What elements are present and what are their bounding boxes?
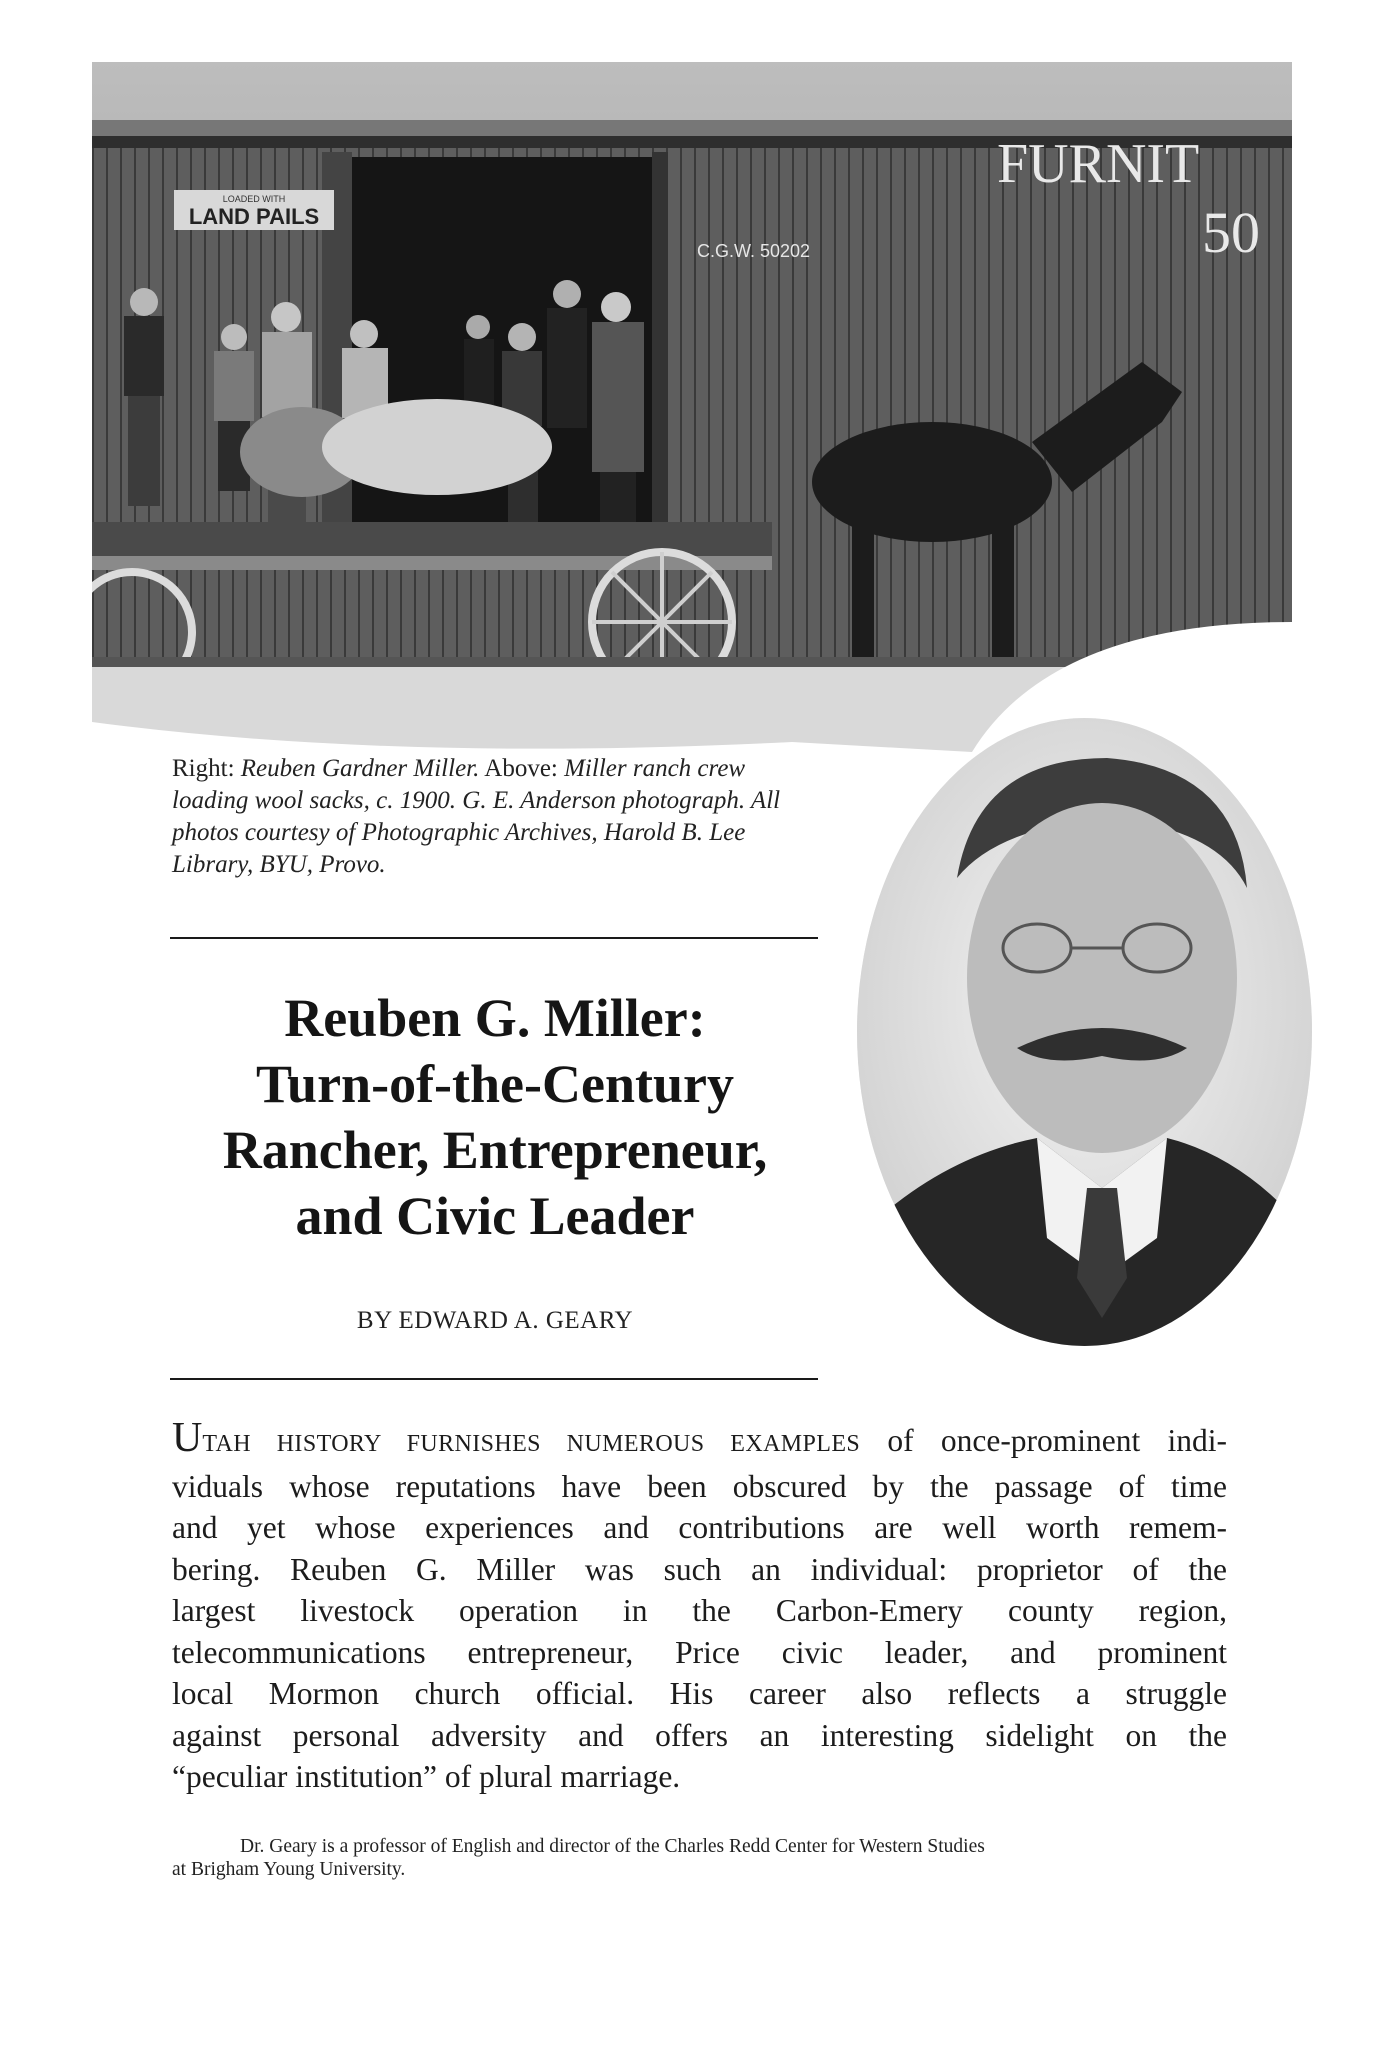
title-bottom-rule	[170, 1378, 818, 1380]
boxcar-photo-drawing	[92, 62, 1292, 752]
car-number-big: 50	[1202, 200, 1260, 265]
reuben-miller-portrait	[857, 718, 1312, 1346]
title-line-1: Reuben G. Miller:	[284, 988, 706, 1048]
small-caps-lead: TAH HISTORY FURNISHES NUMEROUS EXAMPLES	[202, 1431, 861, 1457]
author-byline: BY EDWARD A. GEARY	[356, 1307, 634, 1334]
wool-loading-photo	[92, 62, 1292, 752]
title-line-4: and Civic Leader	[295, 1186, 695, 1246]
body-line-3: and yet whose experiences and contributions are well worth remem-	[172, 1510, 1227, 1545]
body-line-2: viduals whose reputations have been obscured by the passage of time	[172, 1468, 1227, 1504]
body-line-1	[172, 1415, 1228, 1466]
caption-photo-description: Miller ranch crew loading wool sacks, c. 1900. G. E. Anderson photograph. All photos courtesy of Photographic Archives, Harold B. Lee Library, BYU, Provo.	[172, 755, 781, 878]
body-line-5: largest livestock operation in the Carbon-Emery county region,	[172, 1593, 1227, 1628]
photo-caption	[172, 753, 812, 881]
author-note-line-2: at Brigham Young University.	[172, 1859, 406, 1880]
body-line-1-rest: of once-prominent indi-	[860, 1423, 1228, 1458]
author-note	[172, 1835, 1227, 1881]
furniture-lettering: FURNIT	[997, 133, 1200, 195]
article-body	[172, 1415, 1228, 1798]
drop-cap: U	[172, 1415, 203, 1461]
caption-above-label: Above:	[479, 755, 565, 782]
wool-sack	[322, 399, 552, 495]
author-note-line-1: Dr. Geary is a professor of English and director of the Charles Redd Center for Western Studies	[240, 1836, 985, 1857]
body-line-4: bering. Reuben G. Miller was such an individual: proprietor of the	[172, 1551, 1227, 1587]
body-line-8: against personal adversity and offers an interesting sidelight on the	[172, 1717, 1227, 1753]
body-line-7: local Mormon church official. His career also reflects a struggle	[172, 1676, 1227, 1711]
caption-portrait-name: Reuben Gardner Miller.	[240, 755, 480, 782]
title-line-2: Turn-of-the-Century	[256, 1054, 734, 1114]
sign-small-text: LOADED WITH	[222, 194, 286, 204]
portrait-face	[967, 803, 1237, 1153]
title-line-3: Rancher, Entrepreneur,	[222, 1120, 768, 1180]
body-line-6: telecommunications entrepreneur, Price civic leader, and prominent	[172, 1634, 1227, 1670]
sign-text: LAND PAILS	[188, 204, 320, 229]
title-top-rule	[170, 937, 818, 939]
car-number-text: C.G.W. 50202	[697, 241, 811, 261]
caption-right-label: Right:	[172, 755, 241, 782]
portrait-drawing	[857, 718, 1312, 1346]
body-line-9: “peculiar institution” of plural marriage.	[172, 1759, 681, 1794]
article-title	[150, 985, 840, 1249]
